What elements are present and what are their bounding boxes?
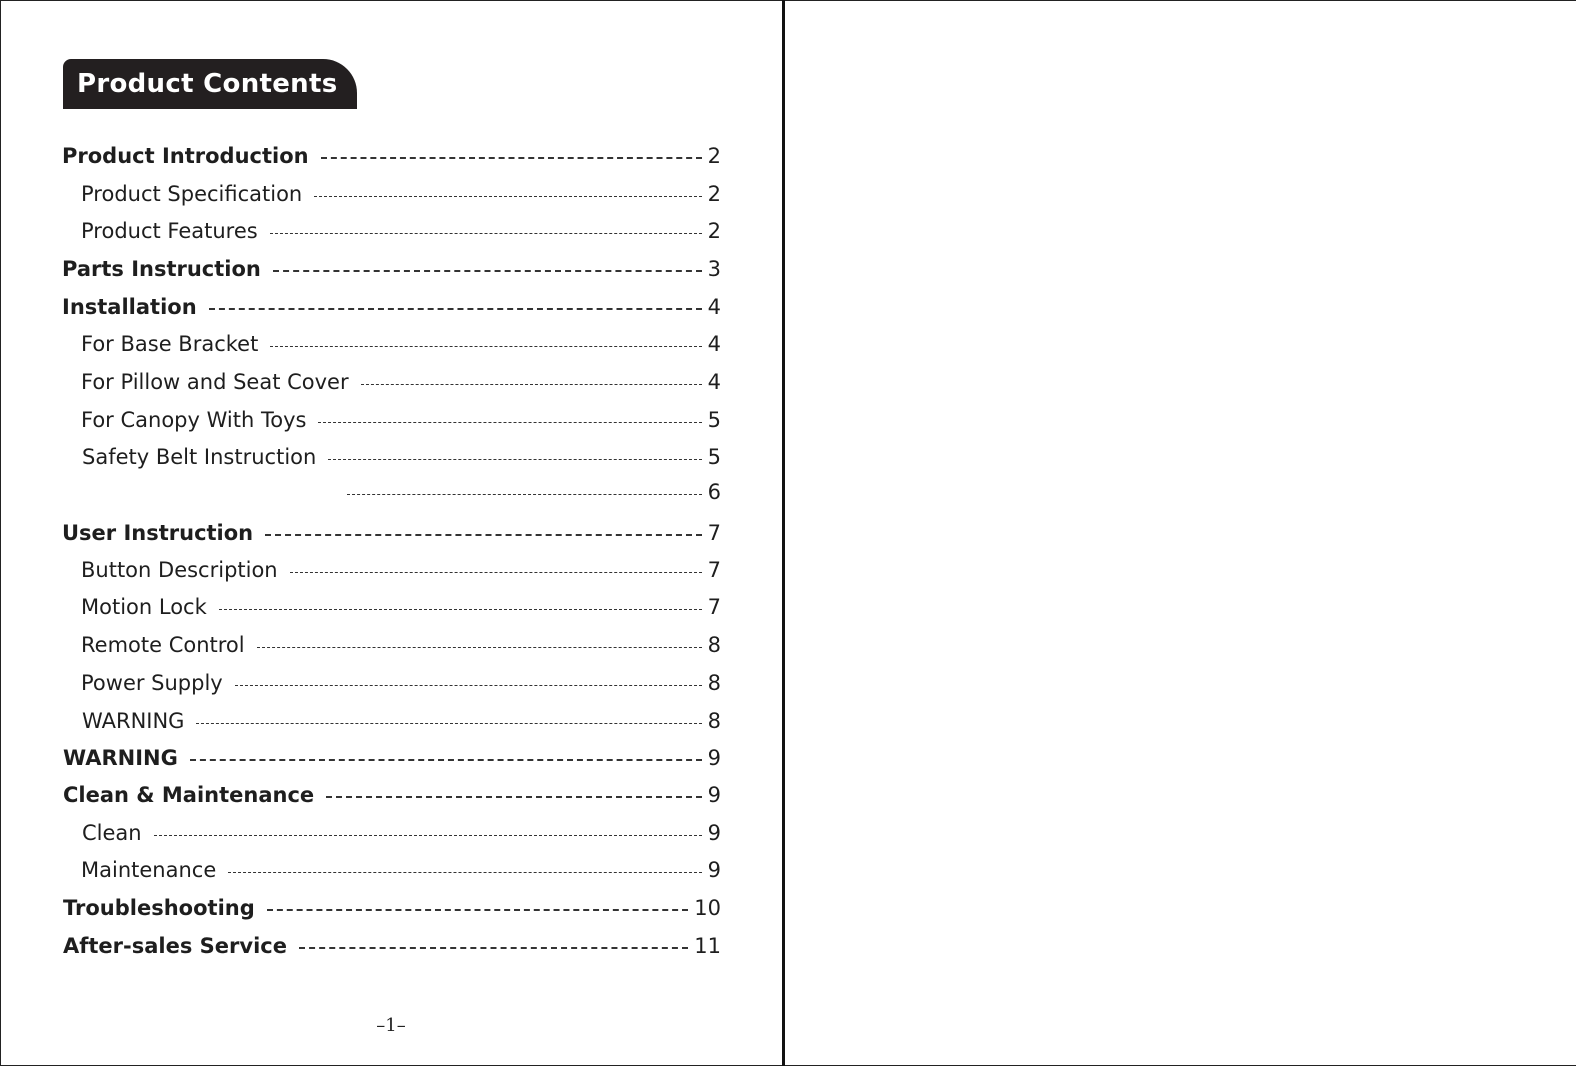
toc-page-number: 2 [707,144,721,168]
dotted-leader [299,947,688,949]
toc-entry[interactable] [81,178,721,210]
toc-entry[interactable] [82,705,721,737]
right-page-blank [785,0,1576,1066]
toc-entry[interactable] [81,667,721,699]
toc-page-number: 4 [707,370,721,394]
left-page [0,0,784,1066]
table-of-contents [1,1,785,1001]
contents-title: Product Contents [77,69,338,99]
toc-page-number: 5 [707,445,721,469]
toc-entry-title: Clean & Maintenance [63,783,315,807]
toc-entry-title: User Instruction [62,521,254,545]
dotted-leader [228,872,701,873]
toc-entry-title: Product Introduction [62,144,309,168]
toc-entry[interactable] [81,366,721,398]
toc-entry-title: Product Features [81,219,258,243]
toc-entry[interactable] [81,591,721,623]
dotted-leader [154,835,702,836]
toc-page-number: 11 [694,934,721,958]
toc-entry[interactable] [82,817,721,849]
dotted-leader [328,459,701,460]
toc-entry-title: For Pillow and Seat Cover [81,370,349,394]
toc-entry-title: Troubleshooting [63,896,255,920]
dotted-leader [321,157,702,159]
toc-entry-title: Maintenance [81,858,217,882]
toc-page-number: 9 [707,821,721,845]
toc-page-number: 2 [707,219,721,243]
dotted-leader [347,494,702,495]
page-number-footer: –1– [376,1015,406,1036]
toc-entry-title: WARNING [63,746,178,770]
toc-entry[interactable] [62,140,721,172]
toc-page-number: 4 [707,295,721,319]
toc-entry[interactable] [63,742,721,774]
toc-entry-title: Clean [82,821,142,845]
toc-entry[interactable] [62,291,721,323]
toc-page-number: 6 [707,480,721,504]
dotted-leader [235,685,702,686]
dotted-leader [219,609,702,610]
toc-entry-title: WARNING [82,709,185,733]
dotted-leader [270,346,701,347]
toc-entry[interactable] [347,476,721,508]
dotted-leader [318,422,701,423]
dotted-leader [209,308,702,310]
dotted-leader [265,534,701,536]
dotted-leader [270,233,702,234]
toc-entry[interactable] [81,404,721,436]
toc-page-number: 4 [707,332,721,356]
toc-page-number: 9 [707,746,721,770]
toc-entry-title: Parts Instruction [62,257,261,281]
toc-entry[interactable] [63,779,721,811]
toc-page-number: 8 [707,633,721,657]
toc-entry-title: Remote Control [81,633,245,657]
toc-page-number: 3 [707,257,721,281]
dotted-leader [267,909,689,911]
toc-entry[interactable] [81,215,721,247]
toc-page-number: 9 [707,783,721,807]
dotted-leader [257,647,702,648]
toc-page-number: 7 [707,521,721,545]
toc-entry[interactable] [81,554,721,586]
toc-page-number: 9 [707,858,721,882]
toc-page-number: 7 [707,558,721,582]
toc-entry[interactable] [62,253,721,285]
toc-page-number: 7 [707,595,721,619]
dotted-leader [290,572,702,573]
toc-entry-title: Product Specification [81,182,303,206]
toc-page-number: 8 [707,671,721,695]
toc-entry-title: Motion Lock [81,595,207,619]
toc-entry[interactable] [81,854,721,886]
dotted-leader [314,196,701,197]
toc-entry[interactable] [81,328,721,360]
dotted-leader [273,270,702,272]
toc-entry[interactable] [63,892,721,924]
toc-page-number: 5 [707,408,721,432]
toc-page-number: 2 [707,182,721,206]
toc-entry[interactable] [81,629,721,661]
toc-entry-title: Button Description [81,558,278,582]
toc-page-number: 8 [707,709,721,733]
toc-entry-title: Installation [62,295,197,319]
toc-entry-title: Power Supply [81,671,223,695]
toc-entry-title: For Canopy With Toys [81,408,307,432]
dotted-leader [361,384,702,385]
toc-page-number: 10 [694,896,721,920]
toc-entry-title: Safety Belt Instruction [82,445,317,469]
toc-entry[interactable] [62,517,721,549]
toc-entry[interactable] [63,930,721,962]
dotted-leader [196,723,701,724]
toc-entry-title: After-sales Service [63,934,287,958]
toc-entry[interactable] [82,441,721,473]
toc-entry-title: For Base Bracket [81,332,259,356]
dotted-leader [190,759,702,761]
dotted-leader [326,796,701,798]
